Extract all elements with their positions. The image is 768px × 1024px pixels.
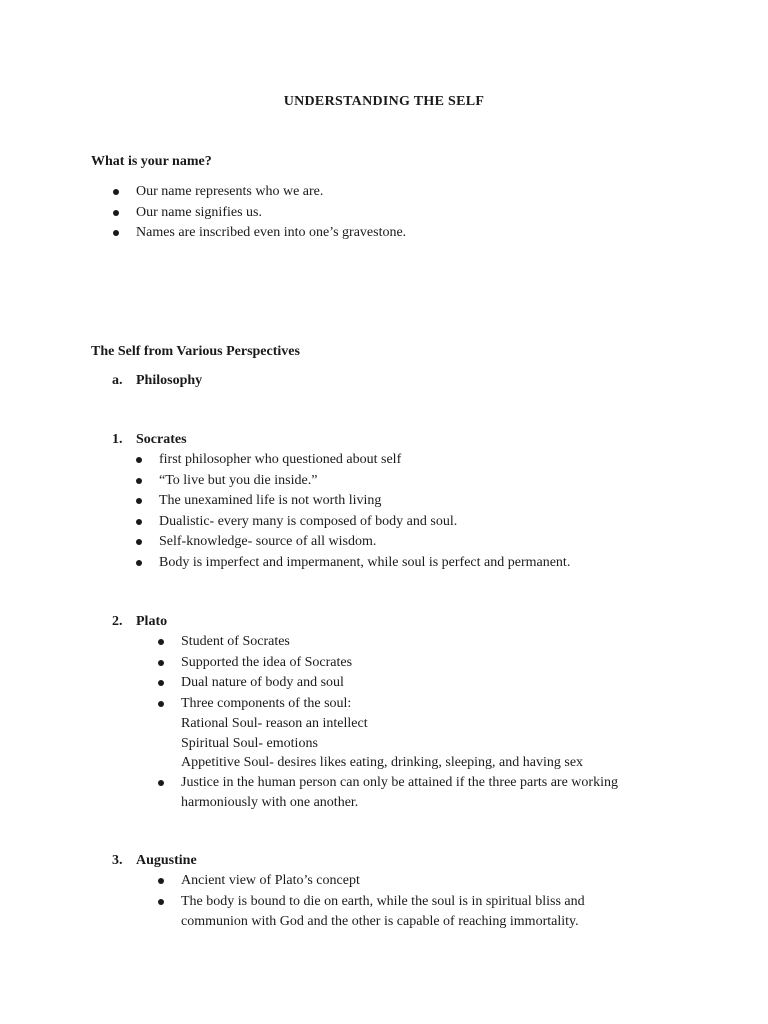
soul-part-appetitive: Appetitive Soul- desires likes eating, drinking, sleeping, and having sex <box>181 755 584 770</box>
item-marker-1: 1. <box>112 432 123 447</box>
plato-bullet-list <box>181 632 618 813</box>
augustine-line-2: communion with God and the other is capable of reaching immortality. <box>181 913 579 929</box>
soul-components-label: Three components of the soul: <box>181 695 352 711</box>
list-item: Supported the idea of Socrates <box>181 653 618 674</box>
name-bullet-list <box>136 182 406 244</box>
justice-line-1: Justice in the human person can only be attained if the three parts are working <box>181 774 618 790</box>
list-item: Our name signifies us. <box>136 203 406 224</box>
document-title: UNDERSTANDING THE SELF <box>283 94 485 109</box>
soul-part-rational: Rational Soul- reason an intellect <box>181 716 368 731</box>
justice-line-2: harmoniously with one another. <box>181 794 359 810</box>
list-item: Body is imperfect and impermanent, while soul is perfect and permanent. <box>159 553 570 574</box>
list-item: Our name represents who we are. <box>136 182 406 203</box>
list-item: first philosopher who questioned about self <box>159 450 570 471</box>
list-item: The unexamined life is not worth living <box>159 491 570 512</box>
sub-marker-a: a. <box>112 373 123 388</box>
philosopher-augustine: Augustine <box>136 853 197 868</box>
item-marker-2: 2. <box>112 614 123 629</box>
augustine-line-1: The body is bound to die on earth, while the soul is in spiritual bliss and <box>181 893 585 909</box>
list-item: Names are inscribed even into one’s gravestone. <box>136 223 406 244</box>
list-item: Ancient view of Plato’s concept <box>181 871 585 892</box>
list-item: Self-knowledge- source of all wisdom. <box>159 532 570 553</box>
list-item <box>181 773 618 813</box>
list-item: “To live but you die inside.” <box>159 471 570 492</box>
list-item: Dualistic- every many is composed of body and soul. <box>159 512 570 533</box>
list-item: Student of Socrates <box>181 632 618 653</box>
augustine-bullet-list <box>181 871 585 932</box>
philosopher-socrates: Socrates <box>136 432 187 447</box>
socrates-bullet-list <box>159 450 570 573</box>
item-marker-3: 3. <box>112 853 123 868</box>
section-heading-perspectives: The Self from Various Perspectives <box>91 344 300 359</box>
list-item <box>181 892 585 932</box>
soul-part-spiritual: Spiritual Soul- emotions <box>181 735 318 751</box>
subheading-philosophy: Philosophy <box>136 373 203 388</box>
section-heading-name: What is your name? <box>91 154 212 169</box>
philosopher-plato: Plato <box>136 614 168 629</box>
list-item: Dual nature of body and soul <box>181 673 618 694</box>
list-item <box>181 694 618 773</box>
